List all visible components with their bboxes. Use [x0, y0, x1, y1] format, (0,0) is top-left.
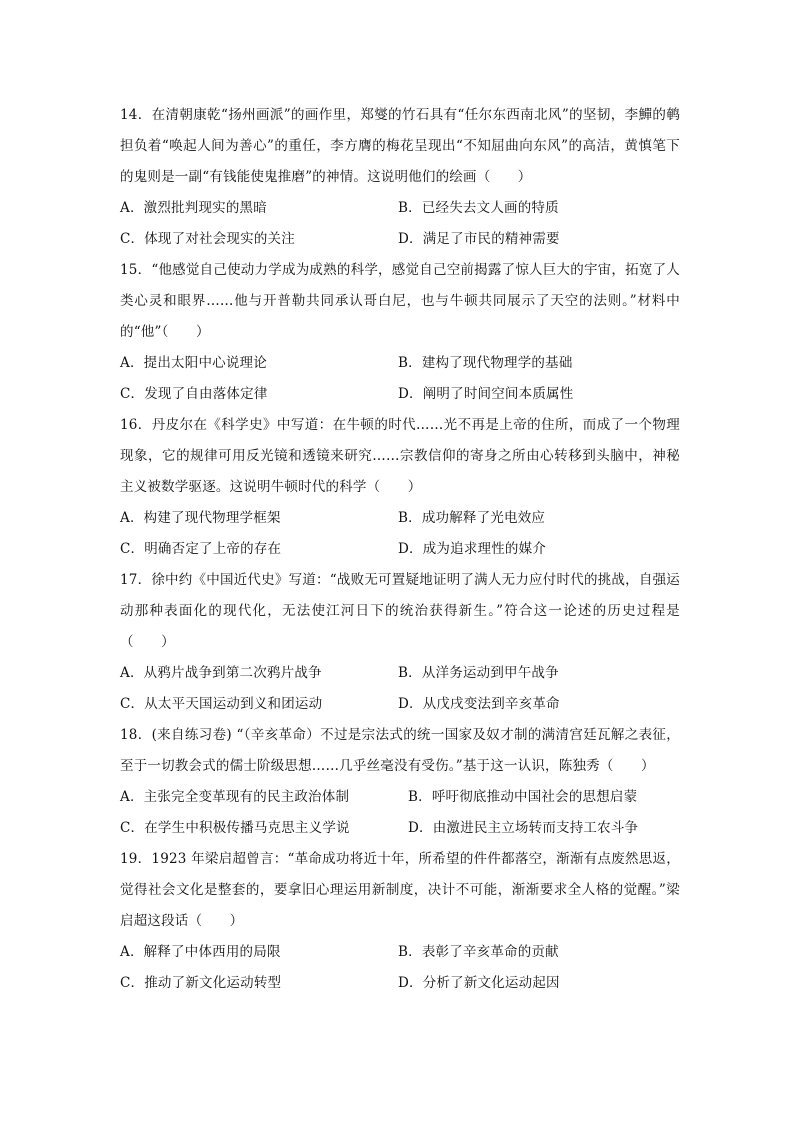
option-b: B．已经失去文人画的特质	[398, 200, 559, 216]
option-b: B．呼吁彻底推动中国社会的思想启蒙	[408, 789, 638, 805]
question-18	[120, 720, 680, 844]
question-stem: 14．在清朝康乾“扬州画派”的画作里，郑燮的竹石具有“任尔东西南北风”的坚韧，李鱓的鹌担负着“唤起人间为善心”的重任，李方膺的梅花呈现出“不知屈曲向东风”的高洁，黄慎笔下的鬼则是一副“有钱能使鬼推磨”的神情。这说明他们的绘画（ ）	[120, 107, 680, 185]
question-15	[120, 255, 680, 410]
option-d: D．阐明了时间空间本质属性	[398, 386, 574, 402]
option-c: C．推动了新文化运动转型	[120, 975, 282, 991]
question-stem: 17．徐中约《中国近代史》写道：“战败无可置疑地证明了满人无力应付时代的挑战，自强运动那种表面化的现代化，无法使江河日下的统治获得新生。”符合这一论述的历史过程是（ ）	[120, 572, 680, 650]
option-c: C．从太平天国运动到义和团运动	[120, 696, 323, 712]
question-16	[120, 410, 680, 565]
option-a: A．从鸦片战争到第二次鸦片战争	[120, 665, 322, 681]
option-b: B．建构了现代物理学的基础	[398, 355, 573, 371]
option-c: C．体现了对社会现实的关注	[120, 231, 295, 247]
option-d: D．从戊戌变法到辛亥革命	[398, 696, 560, 712]
question-17	[120, 565, 680, 720]
question-stem: 16．丹皮尔在《科学史》中写道：在牛顿的时代……光不再是上帝的住所，而成了一个物理现象，它的规律可用反光镜和透镜来研究……宗教信仰的寄身之所由心转移到头脑中，神秘主义被数学驱逐。这说明牛顿时代的科学（ ）	[120, 417, 680, 495]
option-list	[120, 782, 680, 844]
option-list	[120, 937, 680, 999]
question-stem: 19．1923 年梁启超曾言：“革命成功将近十年，所希望的件件都落空，渐渐有点废然思返，觉得社会文化是整套的，要拿旧心理运用新制度，决计不可能，渐渐要求全人格的觉醒。”梁启超这段话（ ）	[120, 851, 680, 929]
question-19	[120, 844, 680, 999]
option-c: C．明确否定了上帝的存在	[120, 541, 282, 557]
option-a: A．提出太阳中心说理论	[120, 355, 267, 371]
option-a: A．激烈批判现实的黑暗	[120, 200, 267, 216]
question-14	[120, 100, 680, 255]
option-d: D．满足了市民的精神需要	[398, 231, 560, 247]
option-d: D．由激进民主立场转而支持工农斗争	[408, 820, 639, 836]
option-list	[120, 348, 680, 410]
option-list	[120, 658, 680, 720]
question-stem: 15．“他感觉自己使动力学成为成熟的科学，感觉自己空前揭露了惊人巨大的宇宙，拓宽了人类心灵和眼界……他与开普勒共同承认哥白尼，也与牛顿共同展示了天空的法则。”材料中的“他”（ ）	[120, 262, 680, 340]
option-a: A．构建了现代物理学框架	[120, 510, 281, 526]
option-c: C．发现了自由落体定律	[120, 386, 268, 402]
option-b: B．成功解释了光电效应	[398, 510, 546, 526]
option-c: C．在学生中积极传播马克思主义学说	[120, 820, 350, 836]
option-b: B．从洋务运动到甲午战争	[398, 665, 559, 681]
option-list	[120, 193, 680, 255]
option-d: D．成为追求理性的媒介	[398, 541, 547, 557]
option-d: D．分析了新文化运动起因	[398, 975, 560, 991]
option-b: B．表彰了辛亥革命的贡献	[398, 944, 559, 960]
option-a: A．主张完全变革现有的民主政治体制	[120, 789, 350, 805]
option-a: A．解释了中体西用的局限	[120, 944, 281, 960]
question-stem: 18．(来自练习卷) “（辛亥革命）不过是宗法式的统一国家及奴才制的满清宫廷瓦解之表征，至于一切教会式的儒士阶级思想……几乎丝毫没有受伤。”基于这一认识，陈独秀（ ）	[120, 727, 680, 774]
option-list	[120, 503, 680, 565]
question-list	[120, 100, 680, 999]
